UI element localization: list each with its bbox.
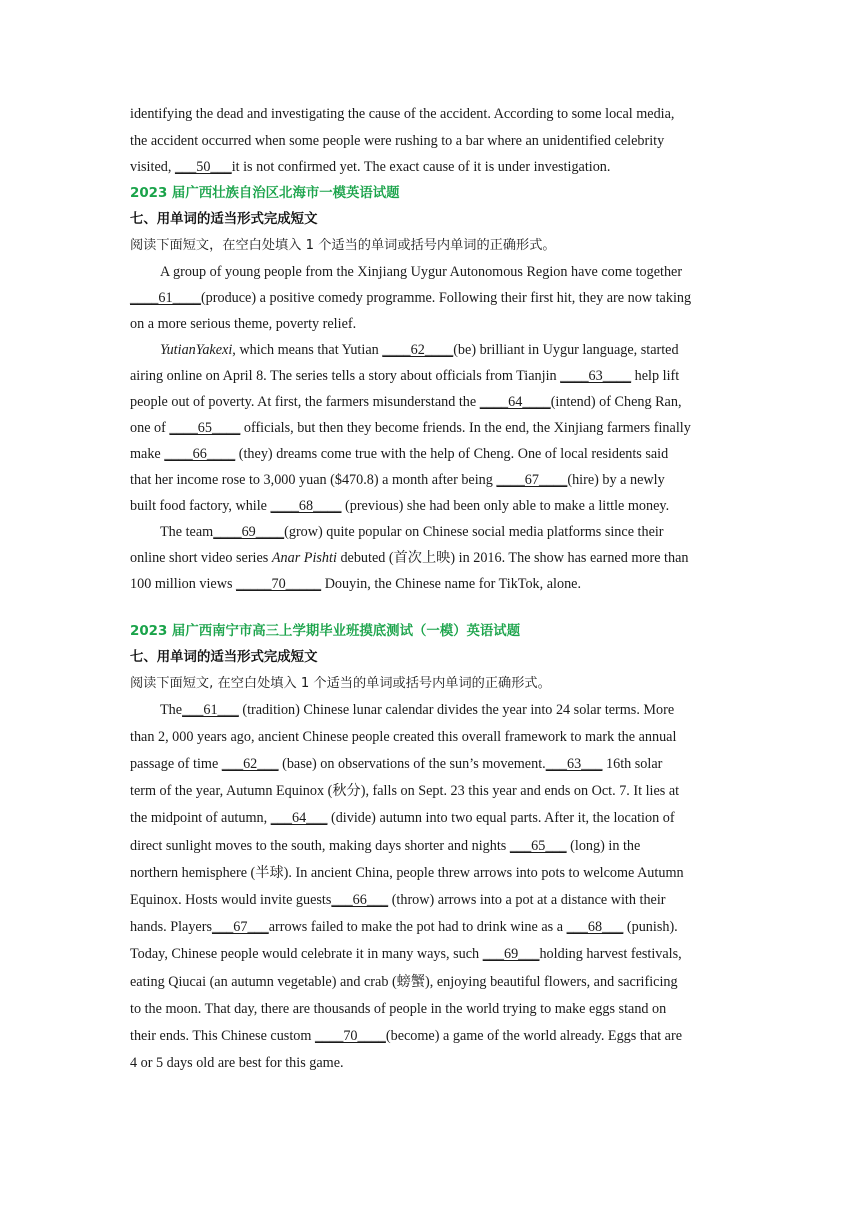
text-line: on a more serious theme, poverty relief. [130, 315, 357, 332]
text-line: direct sunlight moves to the south, making days shorter and nights ___65___ (long) in the [130, 837, 641, 854]
section-subtitle: 七、用单词的适当形式完成短文 [130, 211, 318, 227]
section-nanning [130, 619, 735, 1078]
passage-paragraph [130, 519, 735, 597]
blank-66: ___66___ [331, 891, 389, 908]
blank-62: ____62____ [382, 341, 454, 358]
blank-68: ___68___ [566, 919, 624, 936]
blank-70: ____70____ [314, 1027, 386, 1044]
text-line: YutianYakexi, which means that Yutian ____62____(be) brilliant in Uygur language, started [160, 341, 679, 358]
text-line: 4 or 5 days old are best for this game. [130, 1055, 344, 1072]
blank-67: ___67___ [211, 919, 269, 936]
text-line: 100 million views _____70_____ Douyin, the Chinese name for TikTok, alone. [130, 575, 582, 592]
text-line: to the moon. That day, there are thousands of people in the world trying to make eggs stand on [130, 1000, 667, 1017]
blank-61: ___61___ [182, 701, 239, 718]
document-content [130, 101, 735, 1077]
text-line: make ____66____ (they) dreams come true with the help of Cheng. One of local residents said [130, 445, 669, 462]
blank-69: ___69___ [482, 946, 540, 963]
text-line: online short video series Anar Pishti debuted (首次上映) in 2016. The show has earned more than [130, 549, 689, 566]
text-line: than 2, 000 years ago, ancient Chinese people created this overall framework to mark the annual [130, 728, 677, 745]
section-instruction: 阅读下面短文, 在空白处填入 1 个适当的单词或括号内单词的正确形式。 [130, 675, 551, 691]
blank-66: ____66____ [164, 445, 236, 462]
text-line: their ends. This Chinese custom ____70____(become) a game of the world already. Eggs that are [130, 1027, 682, 1044]
blank-64: ____64____ [479, 393, 551, 410]
text-line: passage of time ___62___ (base) on observations of the sun’s movement.___63___ 16th solar [130, 755, 663, 772]
text-line: hands. Players___67___arrows failed to make the pot had to drink wine as a ___68___ (punish). [130, 919, 678, 936]
text-line: The___61___ (tradition) Chinese lunar calendar divides the year into 24 solar terms. More [160, 701, 675, 718]
section-beihai [130, 181, 735, 597]
section-instruction: 阅读下面短文，在空白处填入 1 个适当的单词或括号内单词的正确形式。 [130, 237, 556, 253]
text-line: one of ____65____ officials, but then they become friends. In the end, the Xinjiang farmers finally [130, 419, 691, 436]
passage-paragraph [130, 259, 735, 337]
text-line: northern hemisphere (半球). In ancient China, people threw arrows into pots to welcome Autumn [130, 864, 684, 881]
text-line: eating Qiucai (an autumn vegetable) and crab (螃蟹), enjoying beautiful flowers, and sacrificing [130, 973, 678, 990]
text-line: The team____69____(grow) quite popular on Chinese social media platforms since their [160, 523, 664, 540]
text-line: that her income rose to 3,000 yuan ($470.8) a month after being ____67____(hire) by a newly [130, 471, 665, 488]
text-line: visited, ___50___it is not confirmed yet. The exact cause of it is under investigation. [130, 159, 611, 175]
text-line: Equinox. Hosts would invite guests___66___ (throw) arrows into a pot at a distance with their [130, 891, 666, 908]
passage-paragraph [130, 697, 735, 1078]
text-line: built food factory, while ____68____ (previous) she had been only able to make a little money. [130, 497, 670, 514]
text-line: term of the year, Autumn Equinox (秋分), falls on Sept. 23 this year and ends on Oct. 7. It lies at [130, 783, 680, 800]
blank-50: ___50___ [174, 159, 232, 175]
previous-passage-ending [130, 101, 735, 181]
blank-69: ____69____ [213, 523, 285, 540]
section-spacer [130, 597, 735, 619]
blank-68: ____68____ [270, 497, 342, 514]
text-line: people out of poverty. At first, the farmers misunderstand the ____64____(intend) of Cheng Ran, [130, 393, 682, 410]
blank-61: ____61____ [130, 289, 201, 306]
text-line: airing online on April 8. The series tells a story about officials from Tianjin ____63____ help lift [130, 367, 680, 384]
blank-64: ___64___ [270, 810, 328, 827]
text-line: identifying the dead and investigating the cause of the accident. According to some local media, [130, 106, 675, 122]
passage-paragraph [130, 337, 735, 519]
text-line: ____61____(produce) a positive comedy programme. Following their first hit, they are now taking [130, 289, 692, 306]
blank-62: ___62___ [221, 755, 279, 772]
blank-65: ____65____ [169, 419, 241, 436]
text-line: the midpoint of autumn, ___64___ (divide) autumn into two equal parts. After it, the location of [130, 810, 675, 827]
blank-70: _____70_____ [236, 575, 322, 592]
section-subtitle: 七、用单词的适当形式完成短文 [130, 649, 318, 665]
section-title: 2023 届广西南宁市高三上学期毕业班摸底测试（一模）英语试题 [130, 623, 521, 639]
section-title: 2023 届广西壮族自治区北海市一模英语试题 [130, 185, 400, 201]
blank-67: ____67____ [496, 471, 568, 488]
blank-65: ___65___ [509, 837, 567, 854]
blank-63: ___63___ [545, 755, 603, 772]
text-line: A group of young people from the Xinjiang Uygur Autonomous Region have come together [160, 263, 683, 280]
blank-63: ____63____ [560, 367, 632, 384]
text-line: Today, Chinese people would celebrate it in many ways, such ___69___holding harvest festivals, [130, 946, 682, 963]
text-line: the accident occurred when some people were rushing to a bar where an unidentified celebrity [130, 132, 665, 149]
